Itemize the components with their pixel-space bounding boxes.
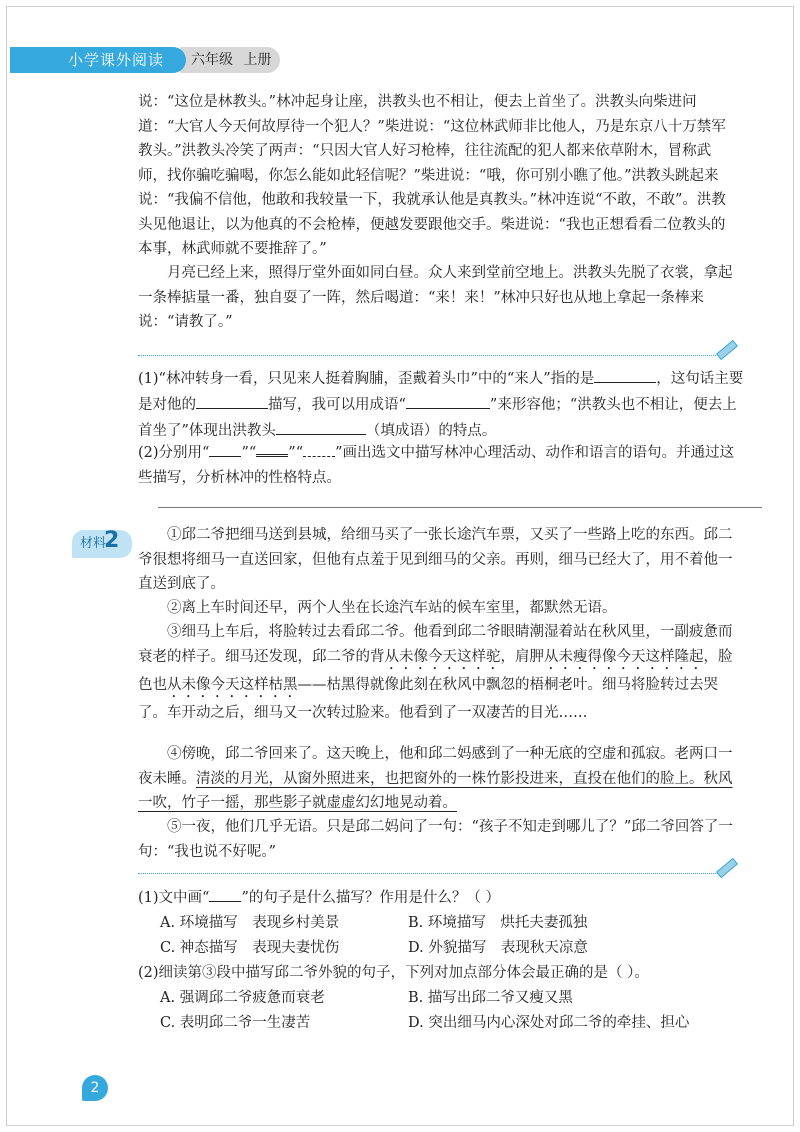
dotted-phrase-3: 从未像今天这样枯黑	[167, 676, 298, 693]
answer-blank[interactable]	[276, 418, 366, 435]
p3-text-b: ，肩胛	[500, 648, 544, 665]
p3-text-d: ——枯黑得就像此刻在秋风中飘忽的梧桐老叶。细马将脸转过去哭了。车开动之后，细马又一次转过脸来。他看到了一双凄苦的目光……	[138, 676, 718, 721]
material2-paragraph-2: ②离上车时间还早，两个人坐在长途汽车站的候车室里，都默然无语。	[167, 600, 617, 616]
answer-blank[interactable]	[196, 392, 268, 409]
material-label: 材料	[80, 536, 107, 551]
question-2-1	[138, 886, 746, 911]
option-d[interactable]: D. 外貌描写 表现秋天凉意	[408, 940, 588, 956]
dotted-phrase-1: 从未像今天这样驼	[384, 648, 501, 665]
dotted-phrase-2: 从未瘦得像今天这样隆起	[544, 648, 704, 665]
q1-1-text-a: (1)“林冲转身一看，只见来人挺着胸脯，歪戴着头巾”中的“来人”指的是	[138, 371, 595, 387]
header-grade: 六年级	[191, 52, 233, 68]
q2-1-text-b: ”的句子是什么描写？作用是什么？（ ）	[241, 890, 500, 906]
underlined-sentence: 清淡的月光，从窗外照进来，也把窗外的一株竹影投进来，直投在他们的脸上。秋风一吹，竹子一摇，那些影子就虚虚幻幻地晃动着。	[138, 770, 733, 811]
option-c[interactable]: C. 表明邱二爷一生凄苦	[160, 1015, 311, 1031]
straight-underline-sample	[209, 889, 241, 902]
material2-paragraph-4	[138, 742, 742, 816]
option-a[interactable]: A. 强调邱二爷疲惫而衰老	[160, 990, 325, 1006]
question-2-2: (2)细读第③段中描写邱二爷外貌的句子，下列对加点部分体会最正确的是（ ）。	[138, 965, 649, 981]
option-b[interactable]: B. 描写出邱二爷又瘦又黑	[408, 990, 573, 1006]
p4-text-a: ④傍晚，邱二爷回来了。这天晚上，他和邱二妈感到了一种无底的空虚和孤寂。老两口一夜未睡。	[138, 746, 733, 787]
dotted-divider	[138, 355, 718, 356]
q1-1-text-b: ，这句话主要是对他的	[138, 371, 744, 413]
passage1-paragraph-2: 月亮已经上来，照得厅堂外面如同白昼。众人来到堂前空地上。洪教头先脱了衣裳，拿起一条棒掂量一番，独自耍了一阵，然后喝道：“来！来！”林冲只好也从地上拿起一条棒来说：“请教了。”	[138, 265, 733, 330]
page-number: 2	[82, 1075, 108, 1101]
wavy-underline-sample	[303, 444, 335, 457]
q2-1-text-a: (1)文中画“	[138, 890, 210, 906]
answer-blank[interactable]	[594, 366, 656, 383]
passage1-paragraph-1: 说：“这位是林教头。”林冲起身让座，洪教头也不相让，便去上首坐了。洪教头向柴进问道：“大官人今天何故厚待一个犯人？”柴进说：“这位林武师非比他人，乃是东京八十万禁军教头。”洪教头冷笑了两声：“只因大官人好习枪棒，往往流配的犯人都来依草附木，冒称武师，找你骗吃骗喝，你怎么能如此轻信呢？”柴进说：“哦，你可别小瞧了他。”洪教头跳起来说：“我偏不信他，他敢和我较量一下，我就承认他是真教头。”林冲连说“不敢，不敢”。洪教头见他退让，以为他真的不会枪棒，便越发要跟他交手。柴进说：“我也正想看看二位教头的本事，林武师就不要推辞了。”	[138, 94, 726, 257]
straight-underline-sample	[209, 444, 241, 457]
q1-2-text-b: ”“	[241, 445, 257, 461]
answer-line	[158, 507, 762, 508]
header-volume: 上册	[243, 52, 272, 68]
q1-1-text-e: （填成语）的特点。	[365, 423, 497, 439]
q1-2-text-a: (2)分别用“	[138, 445, 210, 461]
material2-paragraph-5: ⑤一夜，他们几乎无语。只是邱二妈问了一句：“孩子不知走到哪儿了？”邱二爷回答了一句：“我也说不好呢。”	[138, 819, 733, 860]
material-number: 2	[104, 528, 120, 553]
q1-2-text-c: ”“	[288, 445, 304, 461]
option-a[interactable]: A. 环境描写 表现乡村美景	[160, 915, 340, 931]
dotted-divider	[138, 873, 718, 874]
question-1-1	[138, 366, 746, 444]
answer-blank[interactable]	[406, 392, 490, 409]
option-c[interactable]: C. 神态描写 表现夫妻忧伤	[160, 940, 340, 956]
material2-paragraph-1: ①邱二爷把细马送到县城，给细马买了一张长途汽车票，又买了一些路上吃的东西。邱二爷很想将细马一直送回家，但他有点羞于见到细马的父亲。再则，细马已经大了，用不着他一直送到底了。	[138, 527, 733, 592]
option-d[interactable]: D. 突出细马内心深处对邱二爷的牵挂、担心	[408, 1015, 690, 1031]
header-title: 小学课外阅读	[68, 51, 165, 69]
q1-2-text-d: ”画出选文中描写林冲心理活动、动作和语言的语句。并通过这些描写，分析林冲的性格特点。	[138, 445, 735, 486]
p3-text-c: ，脸色也	[138, 648, 733, 693]
material2-paragraph-3	[138, 620, 742, 725]
p3-text-a: ③细马上车后，将脸转过去看邱二爷。他看到邱二爷眼睛潮湿着站在秋风里，一副疲惫而衰老的样子。细马还发现，邱二爷的背	[138, 624, 733, 665]
question-1-2	[138, 441, 746, 491]
q1-1-text-d: ”来形容他；“洪教头也不相让，便去上首坐了”体现出洪教头	[138, 397, 737, 439]
option-b[interactable]: B. 环境描写 烘托夫妻孤独	[408, 915, 588, 931]
header-grade-volume	[191, 47, 271, 73]
double-underline-sample	[256, 442, 288, 457]
q1-1-text-c: 描写，我可以用成语“	[268, 397, 406, 413]
